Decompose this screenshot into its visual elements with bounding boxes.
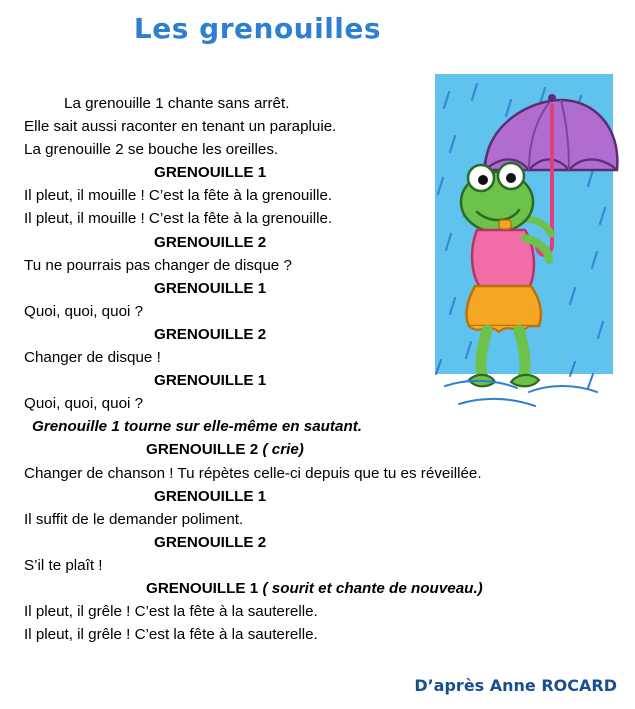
script-line: Quoi, quoi, quoi ? <box>24 395 144 413</box>
speaker-name: GRENOUILLE 2 <box>146 441 259 459</box>
script-line: Elle sait aussi raconter en tenant un parapluie. <box>24 118 337 136</box>
script-line: La grenouille 1 chante sans arrêt. <box>64 95 290 112</box>
script-line: Changer de chanson ! Tu répètes celle-ci depuis que tu es réveillée. <box>24 464 482 482</box>
script-line: Il pleut, il mouille ! C’est la fête à la grenouille. <box>24 187 333 205</box>
speaker-label: GRENOUILLE 1 <box>154 279 267 297</box>
speaker-label: GRENOUILLE 2 <box>154 533 267 551</box>
speaker-label-with-direction <box>24 438 616 461</box>
speaker-label: GRENOUILLE 2 <box>154 325 267 343</box>
script-line: S’il te plaît ! <box>24 556 103 574</box>
script-line: Tu ne pourrais pas changer de disque ? <box>24 256 292 274</box>
script-line: Il pleut, il grêle ! C’est la fête à la sauterelle. <box>24 603 318 621</box>
speaker-label: GRENOUILLE 2 <box>154 233 267 251</box>
script-line: Il pleut, il grêle ! C’est la fête à la sauterelle. <box>24 626 318 644</box>
speaker-label-with-direction <box>24 577 616 600</box>
stage-direction-inline: ( sourit et chante de nouveau.) <box>262 579 483 597</box>
script-line: Il suffit de le demander poliment. <box>24 510 244 528</box>
script-line: Changer de disque ! <box>24 349 161 367</box>
stage-direction-inline: ( crie) <box>262 441 304 459</box>
speaker-label: GRENOUILLE 1 <box>154 372 267 390</box>
play-script <box>24 92 616 646</box>
author-credit: D’après Anne ROCARD <box>414 676 617 695</box>
speaker-name: GRENOUILLE 1 <box>146 579 259 597</box>
script-line: La grenouille 2 se bouche les oreilles. <box>24 141 279 159</box>
page-title: Les grenouilles <box>133 12 382 45</box>
script-line: Quoi, quoi, quoi ? <box>24 302 144 320</box>
script-line: Il pleut, il mouille ! C’est la fête à la grenouille. <box>24 210 333 228</box>
stage-direction: Grenouille 1 tourne sur elle-même en sautant. <box>32 418 362 436</box>
speaker-label: GRENOUILLE 1 <box>154 164 267 182</box>
speaker-label: GRENOUILLE 1 <box>154 487 267 505</box>
